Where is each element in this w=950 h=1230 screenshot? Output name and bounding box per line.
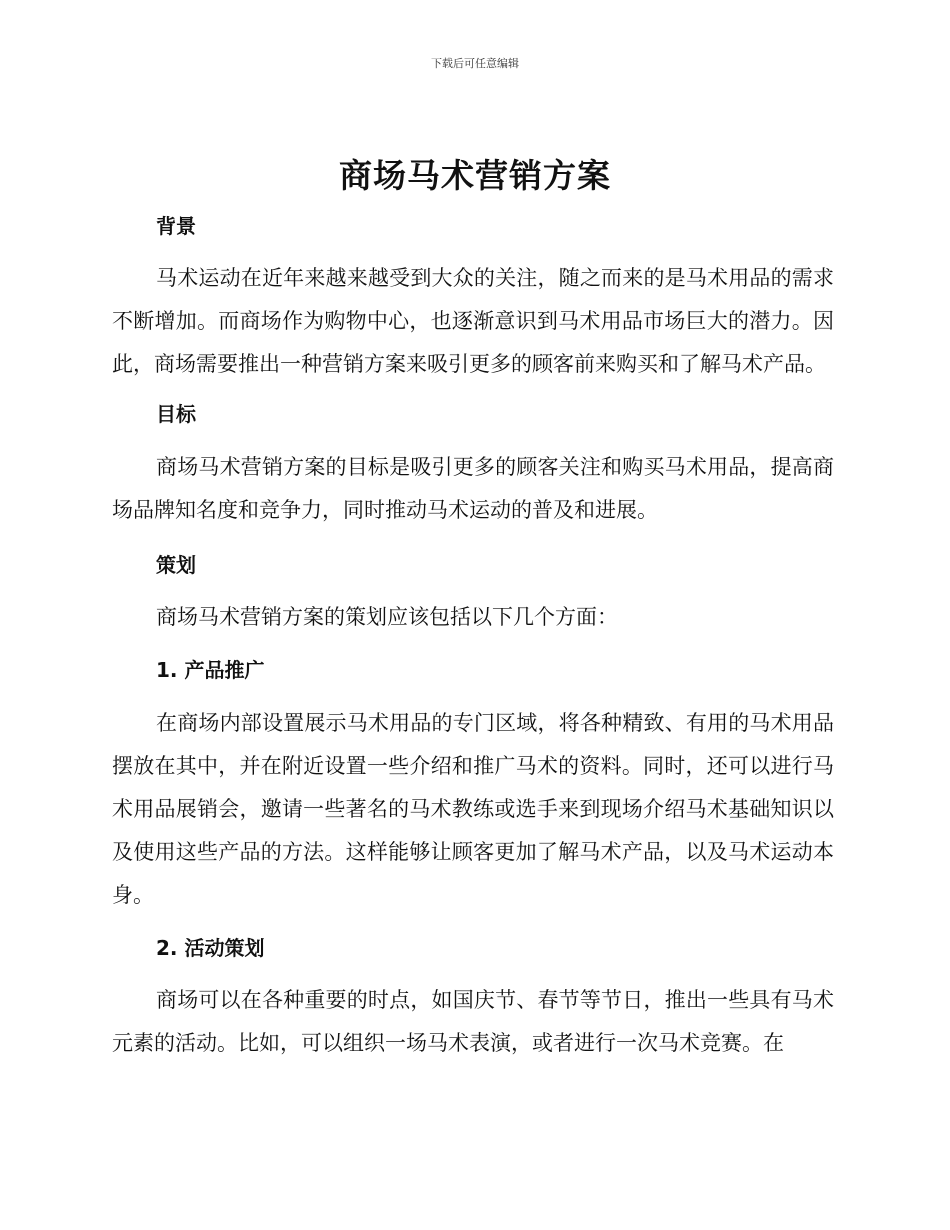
- document-title: 商场马术营销方案: [339, 156, 611, 195]
- section-heading-planning: 策划: [156, 553, 196, 577]
- section-heading-goal: 目标: [156, 402, 196, 426]
- subheading-product-promotion: 1. 产品推广: [156, 658, 265, 682]
- paragraph-planning-intro: 商场马术营销方案的策划应该包括以下几个方面：: [156, 605, 618, 629]
- paragraph-background: 马术运动在近年来越来越受到大众的关注，随之而来的是马术用品的需求不断增加。而商场作为购物中心，也逐渐意识到马术用品市场巨大的潜力。因此，商场需要推出一种营销方案来吸引更多的顾客前来购买和了解马术产品。: [112, 266, 834, 376]
- paragraph-event-planning: 商场可以在各种重要的时点，如国庆节、春节等节日，推出一些具有马术元素的活动。比如，可以组织一场马术表演，或者进行一次马术竞赛。在: [112, 988, 834, 1055]
- document-body: [112, 204, 834, 1065]
- section-heading-background: 背景: [156, 214, 196, 238]
- paragraph-goal: 商场马术营销方案的目标是吸引更多的顾客关注和购买马术用品，提高商场品牌知名度和竞争力，同时推动马术运动的普及和进展。: [112, 455, 834, 522]
- subheading-event-planning: 2. 活动策划: [156, 936, 265, 960]
- page-header-note: 下载后可任意编辑: [431, 57, 519, 70]
- paragraph-product-promotion: 在商场内部设置展示马术用品的专门区域，将各种精致、有用的马术用品摆放在其中，并在附近设置一些介绍和推广马术的资料。同时，还可以进行马术用品展销会，邀请一些著名的马术教练或选手来到现场介绍马术基础知识以及使用这些产品的方法。这样能够让顾客更加了解马术产品，以及马术运动本身。: [112, 711, 834, 907]
